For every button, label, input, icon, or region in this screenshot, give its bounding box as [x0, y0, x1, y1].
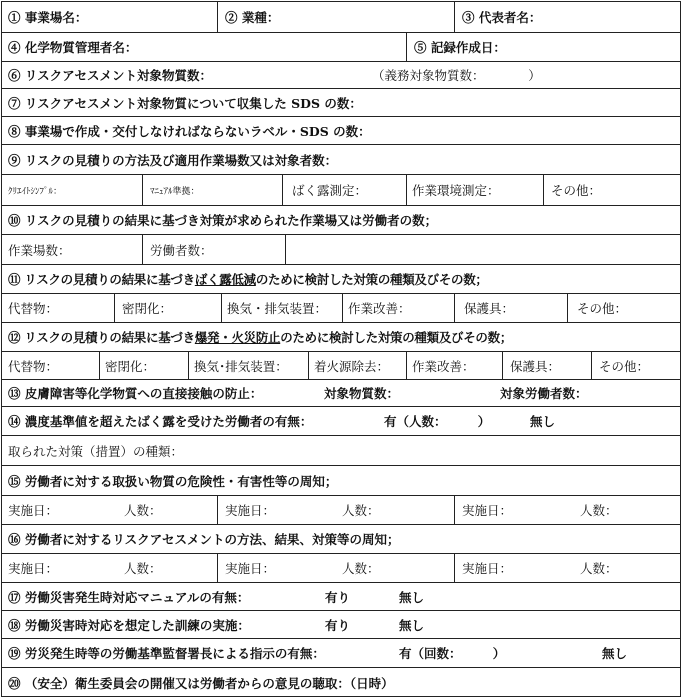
exposure-reduction-heading: [2, 265, 680, 293]
exposure-substitute-label: 代替物：: [8, 301, 59, 316]
row-label-sds: [2, 117, 680, 145]
fire-ventilation-field[interactable]: [188, 352, 308, 379]
ra-date-3-label: 実施日：: [462, 561, 513, 576]
fire-ppe-field[interactable]: [502, 352, 591, 379]
exposure-ventilation-field[interactable]: [221, 294, 342, 322]
exposure-measurement-field[interactable]: [282, 175, 406, 205]
exposure-reduction-emphasis: ばく露低減: [194, 272, 256, 287]
row-business-info: [2, 2, 680, 33]
hazard-date-1-label: 実施日：: [8, 503, 59, 518]
row-inspector-instruction: [2, 639, 680, 668]
fire-other-label: その他：: [599, 358, 650, 374]
row-estimation-method: [2, 145, 680, 175]
ra-count-1[interactable]: [124, 554, 216, 582]
row-skin-contact-prevention: [2, 380, 680, 407]
committee-meeting-label: ⑳ （安全）衛生委員会の開催又は労働者からの意見の聴取：（日時）: [8, 676, 394, 691]
row-emergency-manual: [2, 583, 680, 611]
hazard-count-3[interactable]: [580, 496, 680, 524]
worker-count-field[interactable]: [142, 235, 285, 264]
exposure-enclosure-field[interactable]: [114, 294, 221, 322]
inspector-instruction-yes-label: 有（回数： ）: [399, 646, 506, 661]
ra-count-2-label: 人数：: [342, 561, 380, 576]
ignition-removal-label: 着火源除去：: [314, 358, 390, 374]
fire-prevention-heading: [2, 323, 680, 351]
emergency-manual-heading: [2, 583, 322, 610]
fire-work-improvement-label: 作業改善：: [412, 358, 475, 374]
exceeded-exposure-no[interactable]: [530, 407, 590, 435]
label-sds-field[interactable]: [2, 117, 680, 144]
fire-substitute-label: 代替物：: [8, 358, 59, 374]
exposure-measurement-label: ばく露測定：: [292, 183, 368, 198]
hazard-count-2-label: 人数：: [342, 503, 380, 518]
exposure-other-label: その他：: [577, 301, 628, 316]
inspector-instruction-no-label: 無し: [602, 646, 628, 661]
exposure-work-improvement-label: 作業改善：: [348, 301, 411, 316]
industry-label: ② 業種：: [225, 10, 280, 25]
row-required-measures: [2, 206, 680, 235]
sds-collected-field[interactable]: [2, 89, 680, 116]
row-measures-taken: [2, 436, 680, 466]
manual-field[interactable]: [142, 175, 282, 205]
estimation-other-field[interactable]: [543, 175, 680, 205]
exposure-enclosure-label: 密閉化：: [122, 301, 173, 316]
row-estimation-methods-detail: [2, 175, 680, 206]
fire-ventilation-label: 換気･排気装置：: [194, 358, 288, 374]
create-simple-label: ｸﾘｴｲﾄｼﾝﾌﾟﾙ：: [8, 186, 63, 197]
row-ra-notification: [2, 525, 680, 554]
emergency-drill-yes[interactable]: [325, 611, 385, 638]
exceeded-exposure-heading: [2, 407, 380, 435]
emergency-drill-label: ⑱ 労働災害時対応を想定した訓練の実施：: [8, 617, 250, 633]
skin-contact-heading: [2, 380, 322, 406]
work-env-measurement-field[interactable]: [406, 175, 543, 205]
fire-enclosure-field[interactable]: [99, 352, 188, 379]
exposure-ppe-label: 保護具：: [464, 301, 515, 316]
ra-date-3[interactable]: [454, 554, 574, 582]
hazard-count-2[interactable]: [342, 496, 452, 524]
row-hazard-notification-dates: [2, 496, 680, 525]
workplace-count-field[interactable]: [2, 235, 142, 264]
ra-notification-heading: [2, 525, 680, 553]
sds-collected-label: ⑦ リスクアセスメント対象物質について収集した SDS の数：: [8, 95, 362, 111]
emergency-manual-no-label: 無し: [399, 589, 425, 605]
exposure-ventilation-label: 換気・排気装置：: [227, 301, 328, 316]
ra-count-2[interactable]: [342, 554, 452, 582]
ra-date-2[interactable]: [217, 554, 337, 582]
hazard-date-3[interactable]: [454, 496, 574, 524]
hazard-count-1[interactable]: [124, 496, 216, 524]
business-name-label: ① 事業場名：: [8, 10, 88, 25]
workplace-count-label: 作業場数：: [8, 242, 71, 258]
ra-date-2-label: 実施日：: [225, 561, 276, 576]
skin-contact-worker-count[interactable]: [500, 380, 680, 406]
exposure-work-improvement-field[interactable]: [342, 294, 454, 322]
row-emergency-drill: [2, 611, 680, 639]
fire-other-field[interactable]: [591, 352, 680, 379]
hazard-date-2[interactable]: [217, 496, 337, 524]
label-sds-label: ⑧ 事業場で作成・交付しなければならないラベル・SDS の数：: [8, 123, 371, 139]
mandatory-substance-label: （義務対象物質数： ）: [372, 68, 541, 83]
row-fire-prevention-heading: [2, 323, 680, 352]
worker-count-label: 労働者数：: [150, 242, 213, 258]
skin-contact-worker-label: 対象労働者数：: [500, 386, 588, 401]
fire-prevention-emphasis: 爆発・火災防止: [194, 330, 281, 345]
row-ra-notification-dates: [2, 554, 680, 583]
inspector-instruction-no[interactable]: [602, 639, 662, 667]
emergency-drill-no[interactable]: [399, 611, 459, 638]
row-fire-measures: [2, 352, 680, 380]
row-exposure-reduction-heading: [2, 265, 680, 294]
measures-taken-label: 取られた対策（措置）の種類：: [8, 443, 184, 459]
hazard-count-1-label: 人数：: [124, 503, 162, 518]
exposure-reduction-pre: ⑪ リスクの見積りの結果に基づき: [8, 272, 195, 287]
inspector-instruction-yes[interactable]: [399, 639, 539, 667]
risk-assessment-record-form: [1, 1, 681, 697]
chemical-manager-label: ④ 化学物質管理者名：: [8, 40, 138, 55]
inspector-instruction-label: ⑲ 労災発生時等の労働基準監督署長による指示の有無：: [8, 646, 325, 661]
row-sds-collected: [2, 89, 680, 117]
manual-label: ﾏﾆｭｱﾙ準拠：: [150, 186, 200, 197]
exposure-other-field[interactable]: [567, 294, 680, 322]
fire-work-improvement-field[interactable]: [406, 352, 502, 379]
exceeded-exposure-yes-label: 有（人数： ）: [384, 414, 491, 429]
required-measures-heading: [2, 206, 680, 234]
representative-field[interactable]: [454, 2, 680, 32]
estimation-method-label: ⑨ リスクの見積りの方法及び適用作業場数又は対象者数：: [8, 152, 338, 168]
exceeded-exposure-yes[interactable]: [384, 407, 514, 435]
ra-count-3-label: 人数：: [580, 561, 618, 576]
fire-substitute-field[interactable]: [2, 352, 99, 379]
record-date-field[interactable]: [406, 33, 680, 61]
ra-count-3[interactable]: [580, 554, 680, 582]
record-date-label: ⑤ 記録作成日：: [414, 40, 506, 55]
row-assessment-substances: [2, 62, 680, 89]
ra-date-1[interactable]: [2, 554, 122, 582]
fire-ppe-label: 保護具：: [510, 358, 561, 374]
exceeded-exposure-no-label: 無し: [530, 414, 556, 429]
emergency-drill-heading: [2, 611, 322, 638]
assessment-substance-count[interactable]: [2, 62, 372, 88]
skin-contact-label: ⑬ 皮膚障害等化学物質への直接接触の防止：: [8, 386, 263, 401]
exposure-reduction-post: のために検討した対策の種類及びその数；: [255, 272, 488, 287]
hazard-notification-label: ⑮ 労働者に対する取扱い物質の危険性・有害性等の周知；: [8, 473, 338, 489]
ra-count-1-label: 人数：: [124, 561, 162, 576]
assessment-substance-label: ⑥ リスクアセスメント対象物質数：: [8, 68, 212, 83]
estimation-method-heading: [2, 145, 680, 174]
create-simple-field[interactable]: [2, 175, 142, 205]
chemical-manager-field[interactable]: [2, 33, 406, 61]
inspector-instruction-heading: [2, 639, 394, 667]
emergency-drill-yes-label: 有り: [325, 617, 351, 633]
fire-prevention-pre: ⑫ リスクの見積りの結果に基づき: [8, 330, 195, 345]
committee-meeting-field[interactable]: [2, 668, 680, 698]
skin-contact-substance-count[interactable]: [324, 380, 494, 406]
emergency-manual-yes-label: 有り: [325, 589, 351, 605]
emergency-manual-label: ⑰ 労働災害発生時対応マニュアルの有無：: [8, 589, 250, 605]
skin-contact-substance-label: 対象物質数：: [324, 386, 400, 401]
hazard-date-2-label: 実施日：: [225, 503, 276, 518]
row-hazard-notification: [2, 466, 680, 496]
hazard-date-3-label: 実施日：: [462, 503, 513, 518]
hazard-count-3-label: 人数：: [580, 503, 618, 518]
exposure-ppe-field[interactable]: [454, 294, 567, 322]
work-env-measurement-label: 作業環境測定：: [412, 183, 500, 198]
row-manager-info: [2, 33, 680, 62]
exceeded-exposure-label: ⑭ 濃度基準値を超えたばく露を受けた労働者の有無：: [8, 414, 313, 429]
ra-notification-label: ⑯ 労働者に対するリスクアセスメントの方法、結果、対策等の周知；: [8, 532, 400, 547]
industry-field[interactable]: [217, 2, 454, 32]
fire-enclosure-label: 密閉化：: [105, 358, 156, 374]
hazard-notification-heading: [2, 466, 680, 495]
business-name-field[interactable]: [2, 2, 217, 32]
estimation-other-label: その他：: [551, 183, 602, 198]
representative-label: ③ 代表者名：: [462, 10, 542, 25]
hazard-date-1[interactable]: [2, 496, 122, 524]
row-exposure-measures: [2, 294, 680, 323]
ignition-removal-field[interactable]: [308, 352, 406, 379]
required-measures-label: ⑩ リスクの見積りの結果に基づき対策が求められた作業場又は労働者の数；: [8, 213, 438, 228]
mandatory-substance-count[interactable]: [372, 62, 672, 88]
exposure-substitute-field[interactable]: [2, 294, 114, 322]
emergency-drill-no-label: 無し: [399, 617, 425, 633]
row-exceeded-exposure: [2, 407, 680, 436]
row-workplace-worker-count: [2, 235, 680, 265]
emergency-manual-yes[interactable]: [325, 583, 385, 610]
row-committee-meeting: [2, 668, 680, 698]
measures-taken-field[interactable]: [2, 436, 680, 465]
fire-prevention-post: のために検討した対策の種類及びその数；: [280, 330, 513, 345]
emergency-manual-no[interactable]: [399, 583, 459, 610]
ra-date-1-label: 実施日：: [8, 561, 59, 576]
